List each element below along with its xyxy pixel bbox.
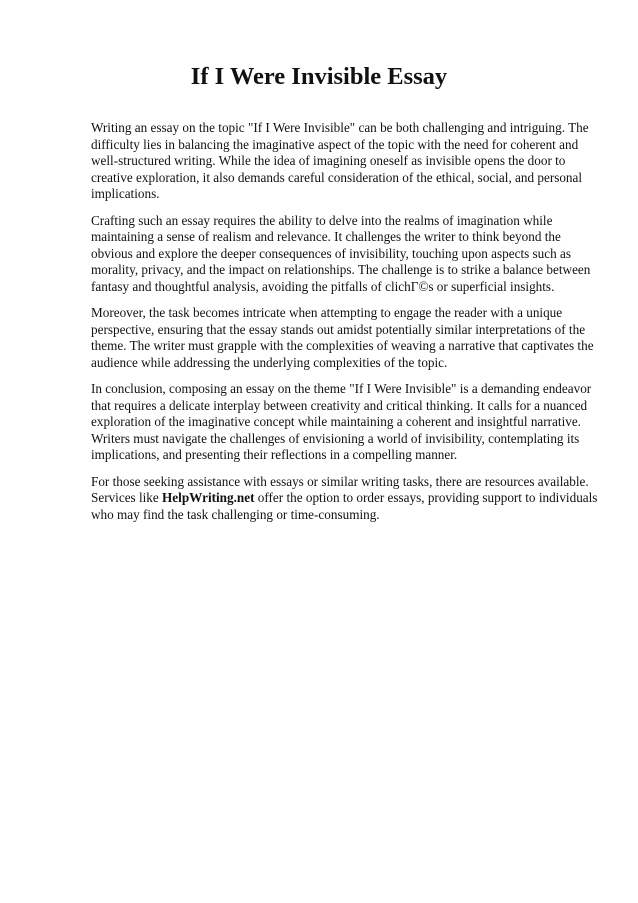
paragraph-1: Writing an essay on the topic "If I Were Invisible" can be both challenging and intriguing. The difficulty lies in balancing the imaginative aspect of the topic with the need for coherent and well-structured writing. While the idea of imagining oneself as invisible opens the door to creative exploration, it also demands careful consideration of the ethical, social, and personal implications. <box>91 120 589 201</box>
document-title: If I Were Invisible Essay <box>190 63 448 90</box>
paragraph-5-outro: offer the option to order essays, providing support to individuals who may find the task challenging or time-consuming. <box>91 490 598 522</box>
paragraph-5 <box>91 474 603 524</box>
paragraph-5-intro: For those seeking assistance with essays or similar writing tasks, there are resources available. Services like <box>91 473 589 505</box>
paragraph-2: Crafting such an essay requires the ability to delve into the realms of imagination while maintaining a sense of realism and relevance. It challenges the writer to think beyond the obvious and explore the deeper consequences of invisibility, touching upon aspects such as morality, privacy, and the impact on relationships. The challenge is to strike a balance between fantasy and thoughtful analysis, avoiding the pitfalls of clichГ©s or superficial insights. <box>91 212 591 294</box>
paragraph-4: In conclusion, composing an essay on the theme "If I Were Invisible" is a demanding endeavor that requires a delicate interplay between creativity and critical thinking. It calls for a nuanced exploration of the imaginative concept while maintaining a coherent and insightful narrative. Writers must navigate the challenges of envisioning a world of invisibility, contemplating its implications, and presenting their reflections in a compelling manner. <box>91 381 592 462</box>
document-body <box>91 120 603 533</box>
paragraph-3: Moreover, the task becomes intricate when attempting to engage the reader with a unique perspective, ensuring that the essay stands out amidst potentially similar interpretations of the theme. The writer must grapple with the complexities of weaving a narrative that captivates the audience while addressing the underlying complexities of the topic. <box>91 305 594 370</box>
helpwriting-link[interactable]: HelpWriting.net <box>162 490 255 505</box>
